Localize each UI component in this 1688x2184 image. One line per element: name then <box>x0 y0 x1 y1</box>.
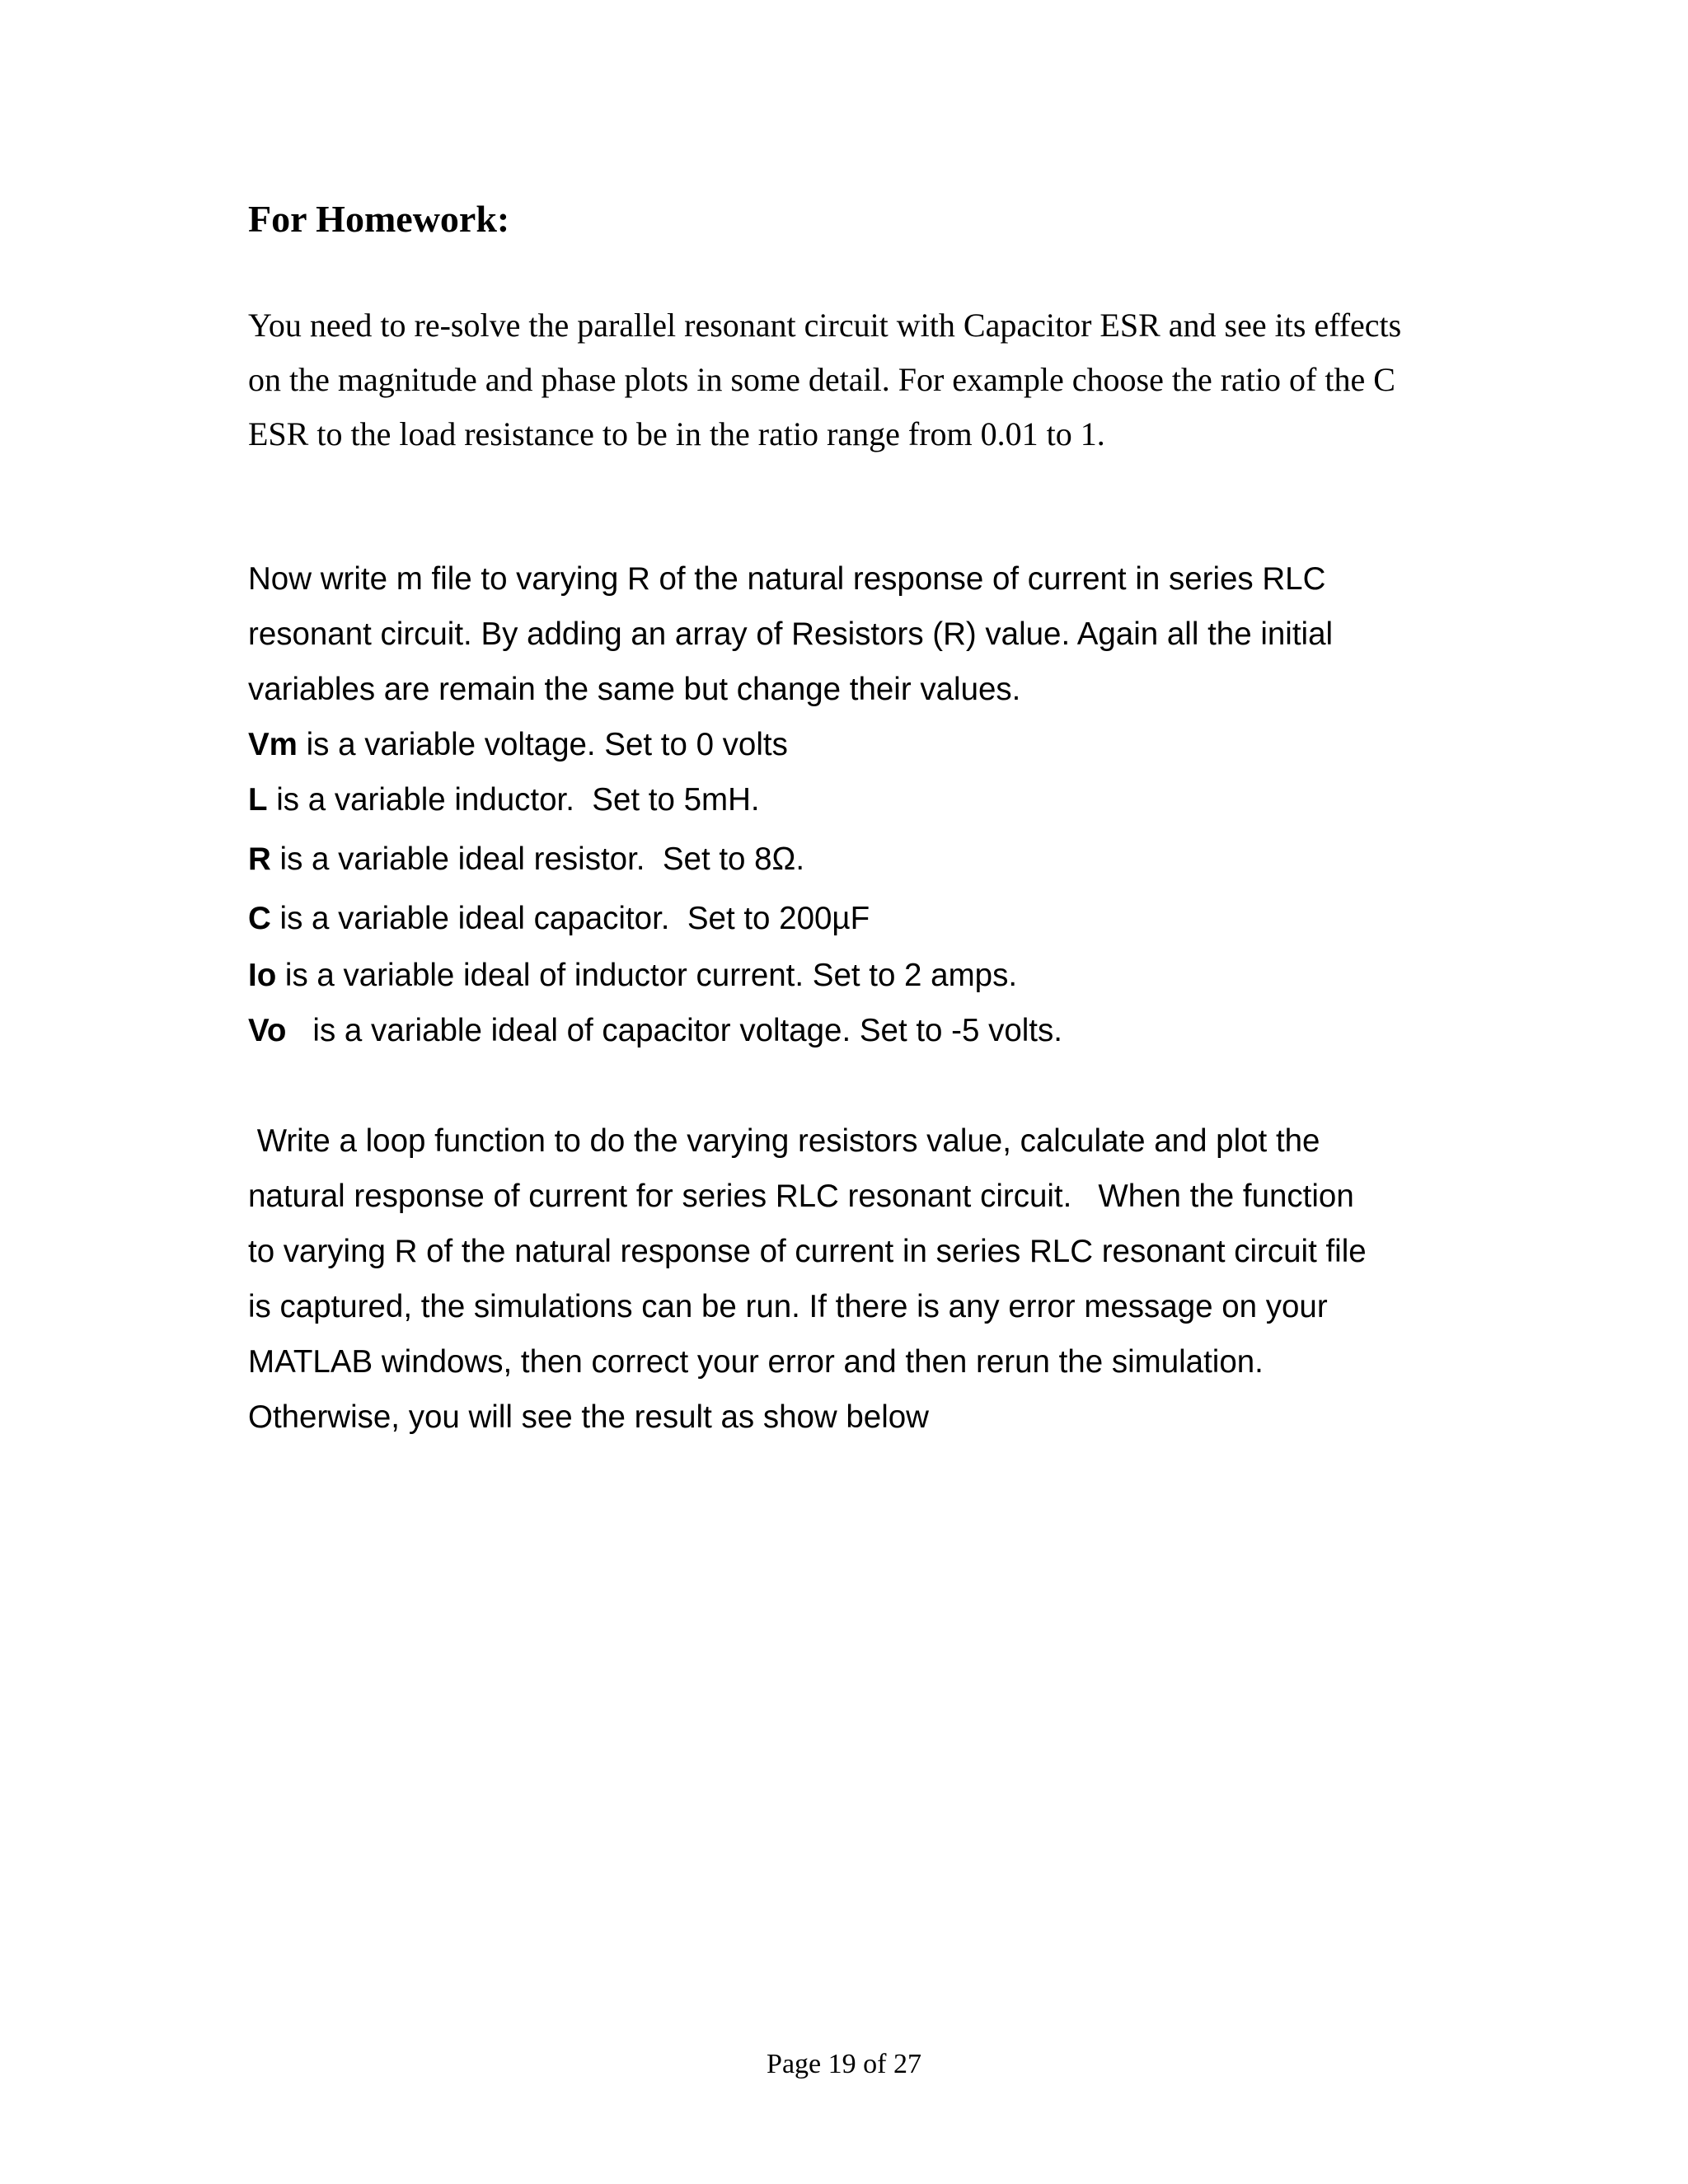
variable-io-name: Io <box>248 958 277 993</box>
variable-c-name: C <box>248 901 271 936</box>
loop-line-1: Write a loop function to do the varying resistors value, calculate and plot the <box>248 1123 1320 1159</box>
loop-line-2: natural response of current for series RLC resonant circuit. When the function <box>248 1179 1354 1214</box>
task-line-2: resonant circuit. By adding an array of Resistors (R) value. Again all the initial <box>248 616 1334 652</box>
variable-r-description: is a variable ideal resistor. Set to 8Ω. <box>270 841 805 877</box>
variable-vo-name: Vo <box>248 1013 287 1048</box>
variable-vo <box>248 1011 1062 1051</box>
task-line-1: Now write m file to varying R of the natural response of current in series RLC <box>248 561 1326 597</box>
loop-line-5: MATLAB windows, then correct your error and then rerun the simulation. <box>248 1344 1264 1380</box>
variable-vm-description: is a variable voltage. Set to 0 volts <box>297 727 788 762</box>
variable-l-name: L <box>248 782 268 818</box>
task-line-3: variables are remain the same but change their values. <box>248 672 1021 707</box>
intro-line-3: ESR to the load resistance to be in the ratio range from 0.01 to 1. <box>248 415 1105 452</box>
loop-line-3: to varying R of the natural response of current in series RLC resonant circuit file <box>248 1234 1367 1269</box>
intro-line-1: You need to re-solve the parallel resonant circuit with Capacitor ESR and see its effects <box>248 307 1402 344</box>
variable-vo-description: is a variable ideal of capacitor voltage. Set to -5 volts. <box>286 1013 1062 1048</box>
variable-c-description: is a variable ideal capacitor. Set to 200µF <box>270 901 870 936</box>
variable-c <box>248 899 870 939</box>
loop-line-4: is captured, the simulations can be run. If there is any error message on your <box>248 1289 1328 1324</box>
variable-io-description: is a variable ideal of inductor current. Set to 2 amps. <box>276 958 1018 993</box>
variable-vm <box>248 725 788 765</box>
intro-line-2: on the magnitude and phase plots in some detail. For example choose the ratio of the C <box>248 361 1395 398</box>
variable-l-description: is a variable inductor. Set to 5mH. <box>267 782 760 818</box>
homework-heading: For Homework: <box>248 198 510 240</box>
variable-io <box>248 956 1017 996</box>
loop-line-6: Otherwise, you will see the result as show below <box>248 1399 929 1435</box>
page-number-footer: Page 19 of 27 <box>767 2049 921 2079</box>
variable-vm-name: Vm <box>248 727 298 762</box>
variable-r-name: R <box>248 841 271 877</box>
variable-r <box>248 840 804 879</box>
variable-l <box>248 780 760 820</box>
